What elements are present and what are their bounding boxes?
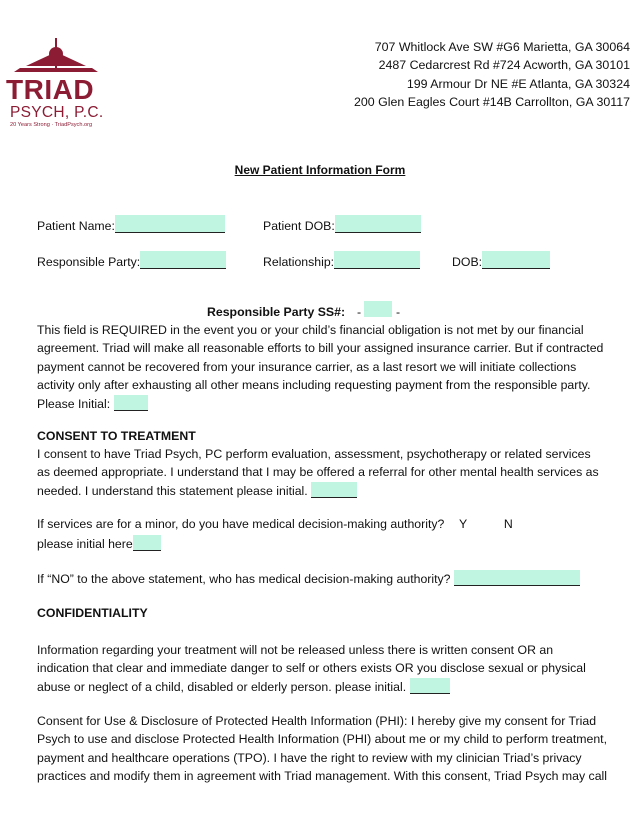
ss-dash-1: - bbox=[357, 305, 362, 319]
consent-initial-field[interactable] bbox=[311, 482, 357, 498]
consent-paragraph bbox=[37, 445, 607, 500]
patient-name-row bbox=[37, 215, 225, 233]
minor-no-option[interactable]: N bbox=[503, 517, 513, 531]
authority-field[interactable] bbox=[454, 570, 580, 586]
logo-tagline: 20 Years Strong · TriadPsych.org bbox=[10, 122, 93, 128]
minor-question: If services are for a minor, do you have medical decision-making authority? bbox=[37, 517, 445, 531]
ss-paragraph bbox=[37, 321, 607, 413]
address-line: 2487 Cedarcrest Rd #724 Acworth, GA 30101 bbox=[378, 58, 630, 73]
phi-paragraph: Consent for Use & Disclosure of Protected Health Information (PHI): I hereby give my consent for Triad Psych to use and disclose Protected Health Information (PHI) about me or my child to perform treatment, payment and healthcare operations (TPO). I have the right to review with my clinician Triad’s privacy practices and modify them in agreement with Triad management. With this consent, Triad Psych may call bbox=[37, 714, 608, 784]
responsible-party-row bbox=[37, 251, 226, 269]
dob-field[interactable] bbox=[482, 251, 550, 269]
relationship-label: Relationship: bbox=[263, 255, 335, 269]
confidentiality-heading: CONFIDENTIALITY bbox=[37, 606, 148, 620]
relationship-row bbox=[263, 251, 420, 269]
form-title: New Patient Information Form bbox=[234, 163, 406, 177]
patient-dob-field[interactable] bbox=[335, 215, 421, 233]
logo-word: TRIAD bbox=[6, 74, 95, 105]
address-line: 200 Glen Eagles Court #14B Carrollton, GA 30117 bbox=[354, 94, 630, 109]
minor-yes-option[interactable]: Y bbox=[458, 517, 467, 531]
triad-psych-logo bbox=[6, 38, 106, 130]
logo-subtitle: PSYCH, P.C. bbox=[10, 104, 104, 121]
confidentiality-text: Information regarding your treatment will not be released unless there is written consent OR an indication that clear and immediate danger to self or others exists OR you disclose sexual or physical abuse or neglect of a child, disabled or elderly person. please initial. bbox=[37, 643, 586, 694]
address-line: 199 Armour Dr NE #E Atlanta, GA 30324 bbox=[406, 76, 630, 91]
authority-row bbox=[37, 570, 580, 586]
consent-text: I consent to have Triad Psych, PC perform evaluation, assessment, psychotherapy or related services as deemed appropriate. I understand that I may be offered a referral for other mental health services as needed. I understand this statement please initial. bbox=[37, 447, 599, 498]
patient-dob-row bbox=[263, 215, 421, 233]
office-addresses bbox=[354, 38, 630, 111]
dob-row bbox=[452, 251, 550, 269]
responsible-party-label: Responsible Party: bbox=[37, 255, 141, 269]
patient-name-label: Patient Name: bbox=[37, 219, 115, 233]
patient-dob-label: Patient DOB: bbox=[263, 219, 335, 233]
confidentiality-initial-field[interactable] bbox=[410, 678, 450, 694]
ss-middle-field[interactable] bbox=[364, 301, 392, 317]
patient-name-field[interactable] bbox=[115, 215, 225, 233]
minor-initial-row bbox=[37, 535, 161, 551]
minor-initial-field[interactable] bbox=[133, 535, 161, 551]
minor-initial-label: please initial here bbox=[37, 537, 133, 551]
address-line: 707 Whitlock Ave SW #G6 Marietta, GA 30064 bbox=[374, 40, 630, 54]
consent-heading: CONSENT TO TREATMENT bbox=[37, 429, 196, 443]
responsible-party-field[interactable] bbox=[140, 251, 226, 269]
authority-question: If “NO” to the above statement, who has medical decision-making authority? bbox=[37, 572, 451, 586]
ss-initial-label: Please Initial: bbox=[37, 396, 111, 411]
minor-question-row bbox=[37, 517, 513, 531]
relationship-field[interactable] bbox=[334, 251, 420, 269]
logo-emblem-icon bbox=[6, 38, 106, 78]
ss-dash-2: - bbox=[396, 305, 401, 319]
responsible-ss-label: Responsible Party SS#: bbox=[207, 305, 346, 319]
confidentiality-paragraph bbox=[37, 641, 607, 696]
ss-paragraph-text: This field is REQUIRED in the event you or your child’s financial obligation is not met by our financial agreement. Triad will make all reasonable efforts to bill your assigned insurance carrier. But if contracted payment cannot be recovered from your insurance carrier, as a last resort we will initiate collections activity only after exhausting all other means including requesting payment from the responsible party. bbox=[37, 323, 604, 393]
ss-initial-field[interactable] bbox=[114, 395, 148, 411]
dob-label: DOB: bbox=[452, 255, 483, 269]
